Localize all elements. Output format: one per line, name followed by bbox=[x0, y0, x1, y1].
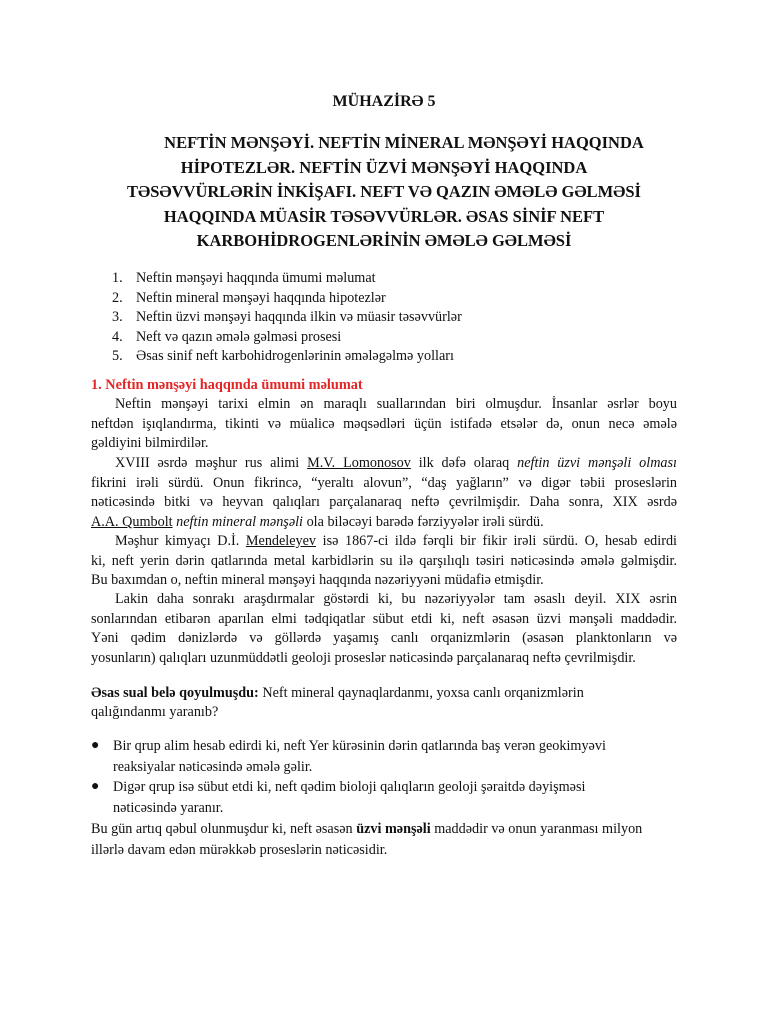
title-line: HİPOTEZLƏR. NEFTİN ÜZVİ MƏNŞƏYİ HAQQINDA bbox=[180, 157, 588, 177]
mendeleyev-name: Mendeleyev bbox=[245, 533, 317, 549]
paragraph-line bbox=[91, 819, 677, 840]
paragraph-line: ki, neft yerin dərin qatlarında metal karbidlərin su ilə qarşılıqlı təsiri nəticəsində əmələ gəlmişdir. bbox=[91, 552, 677, 569]
paragraph-line: qalığındanmı yaranıb? bbox=[91, 703, 219, 720]
toc-text: Əsas sinif neft karbohidrogenlərinin əmələgəlmə yolları bbox=[136, 348, 454, 365]
title-line: NEFTİN MƏNŞƏYİ. NEFTİN MİNERAL MƏNŞƏYİ HAQQINDA bbox=[164, 133, 644, 152]
paragraph-line: Lakin daha sonrakı araşdırmalar göstərdi ki, bu nəzəriyyələr tam əsaslı deyil. XIX əsrin bbox=[115, 591, 677, 607]
paragraph-1 bbox=[91, 395, 677, 454]
paragraph-line bbox=[91, 513, 677, 533]
list-item bbox=[91, 736, 677, 777]
bullet-line: nəticəsində yaranır. bbox=[113, 799, 224, 816]
bullet-line: Digər qrup isə sübut etdi ki, neft qədim bioloji qalıqların geoloji şəraitdə dəyişməsi bbox=[113, 779, 586, 795]
text-run: Neft mineral qaynaqlardanmı, yoxsa canlı orqanizmlərin bbox=[258, 685, 584, 701]
lecture-number: MÜHAZİRƏ 5 bbox=[332, 93, 436, 110]
text-run: XVIII əsrdə məşhur rus alimi bbox=[115, 455, 308, 471]
section-heading: 1. Neftin mənşəyi haqqında ümumi məlumat bbox=[91, 377, 363, 393]
title-line: KARBOHİDROGENLƏRİNİN ƏMƏLƏ GƏLMƏSİ bbox=[196, 231, 572, 250]
main-question bbox=[91, 684, 677, 721]
text-run: isə 1867-ci ildə fərqli bir fikir irəli sürdü. O, hesab edirdi bbox=[316, 533, 677, 549]
bullet-list bbox=[91, 736, 677, 818]
text-run: ilk dəfə olaraq bbox=[410, 455, 518, 471]
paragraph-line: sonlarından etibarən aparılan elmi tədqiqatlar sübut etdi ki, neft əsasən üzvi mənşəli maddədir. bbox=[91, 610, 677, 627]
bullet-icon: ● bbox=[91, 738, 100, 753]
paragraph-line: illərlə davam edən mürəkkəb proseslərin nəticəsidir. bbox=[91, 841, 388, 858]
paragraph-line bbox=[91, 454, 677, 474]
paragraph-line: Yəni qədim dənizlərdə və göllərdə yaşamış canlı orqanizmlərin (əsasən planktonların və bbox=[91, 630, 677, 647]
paragraph-line: fikrini irəli sürdü. Onun fikrincə, “yeraltı alovun”, “daş yağların” və digər təbii proseslərin bbox=[91, 474, 677, 491]
toc-item bbox=[112, 328, 462, 348]
paragraph-line: yosunların) qalıqları uzunmüddətli geoloji proseslər nəticəsində parçalanaraq neftə çevrilmişdir. bbox=[91, 649, 636, 666]
italic-run: neftin mineral mənşəli bbox=[172, 513, 304, 530]
bullet-line: Bir qrup alim hesab edirdi ki, neft Yer kürəsinin dərin qatlarında baş verən geokimyəvi bbox=[113, 738, 606, 754]
toc-number: 3. bbox=[112, 309, 123, 326]
table-of-contents bbox=[112, 269, 462, 367]
question-label: Əsas sual belə qoyulmuşdu: bbox=[91, 685, 259, 701]
list-item bbox=[91, 777, 677, 818]
lomonosov-name: M.V. Lomonosov bbox=[307, 455, 411, 471]
toc-item bbox=[112, 347, 462, 367]
toc-text: Neftin mineral mənşəyi haqqında hipotezlər bbox=[136, 289, 386, 306]
bullet-icon: ● bbox=[91, 779, 100, 794]
page-title bbox=[100, 131, 668, 254]
toc-item bbox=[112, 289, 462, 309]
conclusion bbox=[91, 819, 677, 860]
paragraph-line: nəticəsində bitki və heyvan qalıqları parçalanaraq neftə çevrilmişdir. Daha sonra, XIX əsrdə bbox=[91, 494, 677, 511]
paragraph-line bbox=[91, 532, 677, 552]
toc-item bbox=[112, 269, 462, 289]
toc-item bbox=[112, 308, 462, 328]
text-run: Məşhur kimyaçı D.İ. bbox=[115, 533, 246, 549]
toc-number: 5. bbox=[112, 348, 123, 365]
paragraph-3 bbox=[91, 532, 677, 591]
bold-run: üzvi mənşəli bbox=[356, 821, 431, 837]
paragraph-line: gəldiyini bilmirdilər. bbox=[91, 435, 209, 452]
paragraph-4 bbox=[91, 590, 677, 668]
text-run: Bu gün artıq qəbul olunmuşdur ki, neft əsasən bbox=[91, 821, 357, 837]
toc-text: Neft və qazın əmələ gəlməsi prosesi bbox=[136, 328, 342, 345]
toc-number: 4. bbox=[112, 328, 123, 345]
title-line: TƏSƏVVÜRLƏRİN İNKİŞAFI. NEFT VƏ QAZIN ƏMƏLƏ GƏLMƏSİ bbox=[127, 182, 641, 201]
bullet-line: reaksiyalar nəticəsində əmələ gəlir. bbox=[113, 758, 313, 775]
paragraph-line: Bu baxımdan o, neftin mineral mənşəyi haqqında nəzəriyyəni müdafiə etmişdir. bbox=[91, 572, 544, 589]
text-run: maddədir və onun yaranması milyon bbox=[430, 821, 643, 837]
toc-text: Neftin mənşəyi haqqında ümumi məlumat bbox=[136, 270, 376, 286]
italic-run: neftin üzvi mənşəli olması bbox=[517, 455, 677, 471]
toc-number: 2. bbox=[112, 289, 123, 306]
toc-number: 1. bbox=[112, 270, 123, 286]
title-line: HAQQINDA MÜASİR TƏSƏVVÜRLƏR. ƏSAS SİNİF NEFT bbox=[163, 206, 605, 226]
paragraph-line: Neftin mənşəyi tarixi elmin ən maraqlı suallarından biri olmuşdur. İnsanlar əsrlər boyu bbox=[115, 396, 677, 412]
paragraph-line: neftdən işıqlandırma, tikinti və müalicə məqsədləri üçün istifadə etsələr də, onun necə əmələ bbox=[91, 415, 677, 432]
toc-text: Neftin üzvi mənşəyi haqqında ilkin və müasir təsəvvürlər bbox=[136, 309, 462, 326]
paragraph-2 bbox=[91, 454, 677, 532]
qumbolt-name: A.A. Qumbolt bbox=[91, 513, 173, 530]
text-run: ola biləcəyi barədə fərziyyələr irəli sürdü. bbox=[303, 513, 544, 530]
paragraph-line bbox=[91, 684, 677, 703]
